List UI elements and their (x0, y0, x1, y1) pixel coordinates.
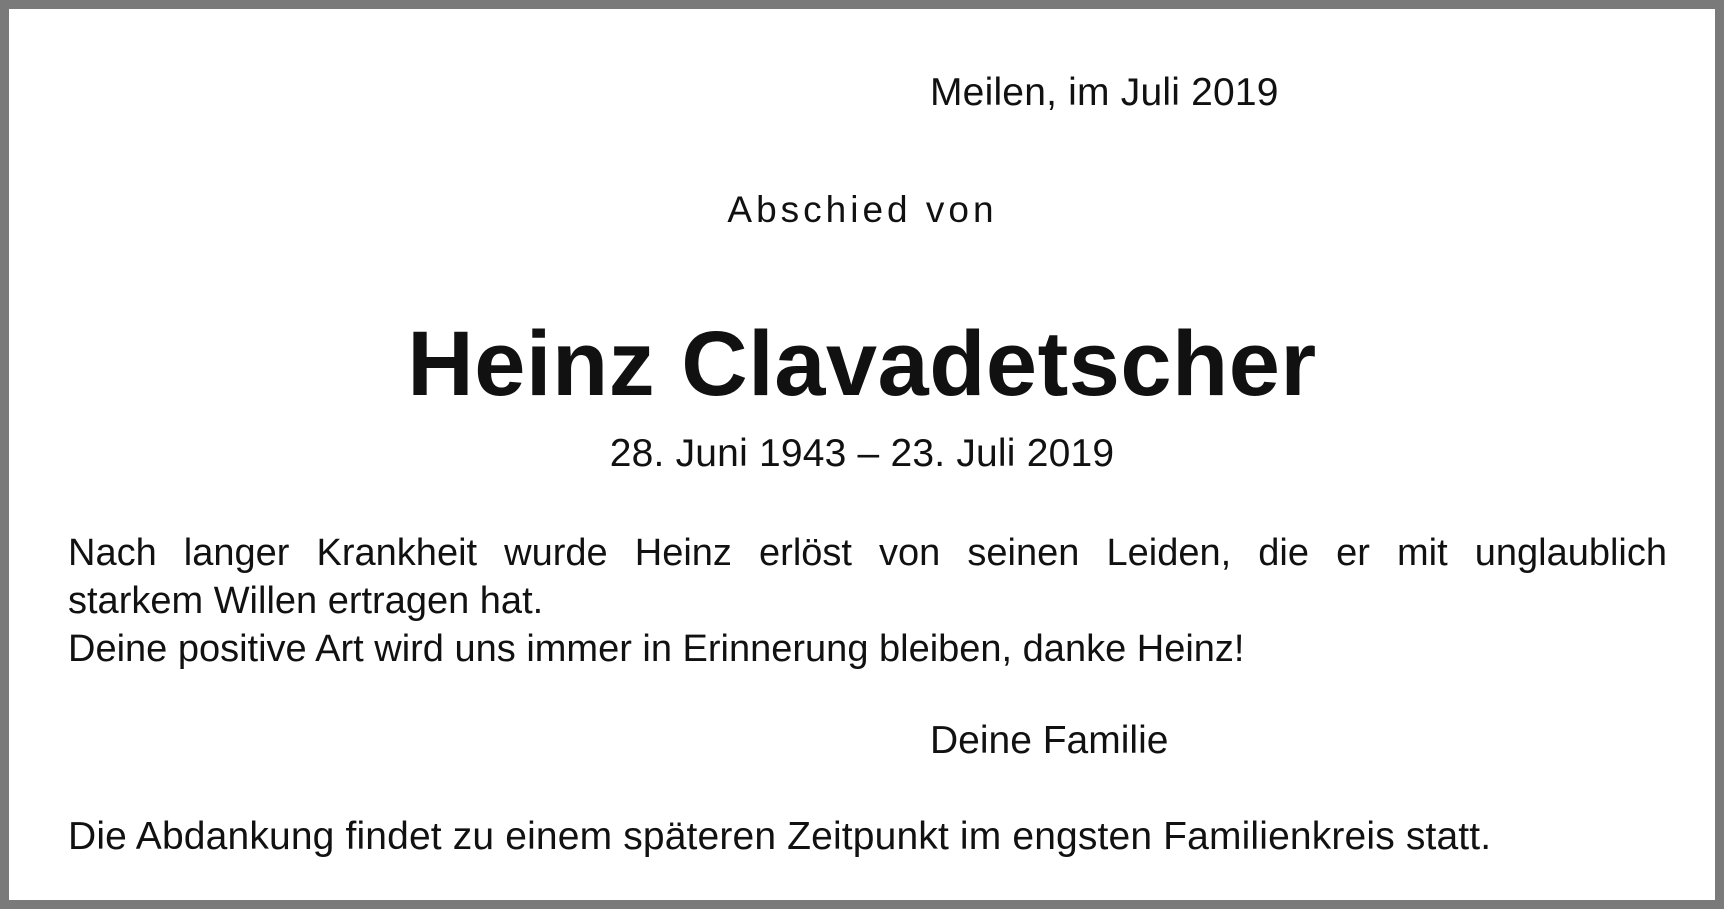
message-line-1: Nach langer Krankheit wurde Heinz erlöst von seinen Leiden, die er mit unglaublich (68, 532, 1667, 574)
message-line-2: starkem Willen ertragen hat. (68, 580, 544, 622)
place-date: Meilen, im Juli 2019 (930, 71, 1279, 114)
service-note: Die Abdankung findet zu einem späteren Zeitpunkt im engsten Familienkreis statt. (68, 815, 1492, 858)
deceased-name: Heinz Clavadetscher (407, 313, 1317, 415)
lifespan-dates: 28. Juni 1943 – 23. Juli 2019 (609, 432, 1115, 475)
obituary-message (68, 529, 1667, 673)
family-signature: Deine Familie (930, 719, 1169, 762)
message-line-3: Deine positive Art wird uns immer in Erinnerung bleiben, danke Heinz! (68, 628, 1245, 670)
farewell-heading: Abschied von (727, 189, 998, 230)
